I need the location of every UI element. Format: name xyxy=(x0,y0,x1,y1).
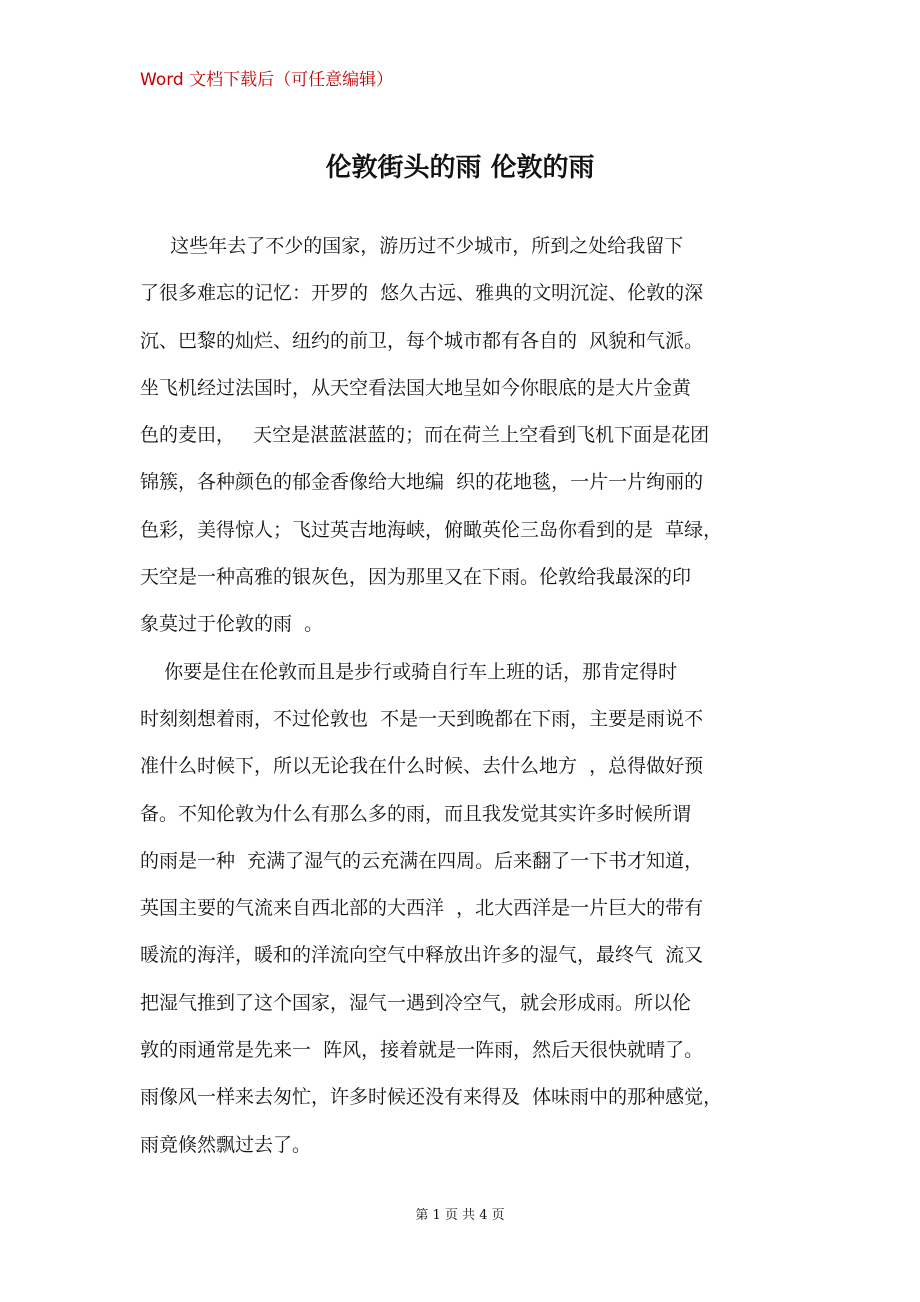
body-text-line: 坐飞机经过法国时，从天空看法国大地呈如今你眼底的是大片金黄 xyxy=(140,376,692,399)
body-text-line: 象莫过于伦敦的雨 。 xyxy=(140,613,324,636)
body-text-line: 天空是一种高雅的银灰色，因为那里又在下雨。伦敦给我最深的印 xyxy=(140,566,692,589)
body-text-line: 准什么时候下，所以无论我在什么时候、去什么地方 ，总得做好预 xyxy=(140,755,704,778)
body-text-line: 敦的雨通常是先来一 阵风，接着就是一阵雨，然后天很快就晴了。 xyxy=(140,1039,704,1062)
download-header-note: Word 文档下载后（可任意编辑） xyxy=(140,70,394,90)
body-text-line: 色的麦田， 天空是湛蓝湛蓝的；而在荷兰上空看到飞机下面是花团 xyxy=(140,424,710,447)
body-text-line: 了很多难忘的记忆：开罗的 悠久古远、雅典的文明沉淀、伦敦的深 xyxy=(140,282,704,305)
body-text-line: 的雨是一种 充满了湿气的云充满在四周。后来翻了一下书才知道， xyxy=(140,849,704,872)
body-text-line: 暖流的海洋，暖和的洋流向空气中释放出许多的湿气，最终气 流又 xyxy=(140,944,704,967)
body-text-line: 雨像风一样来去匆忙，许多时候还没有来得及 体味雨中的那种感觉， xyxy=(140,1086,723,1109)
body-text-line: 这些年去了不少的国家，游历过不少城市，所到之处给我留下 xyxy=(140,235,684,257)
body-text-line: 时刻刻想着雨，不过伦敦也 不是一天到晚都在下雨，主要是雨说不 xyxy=(140,707,704,730)
document-body xyxy=(140,229,790,1175)
body-text-line: 雨竟倏然飘过去了。 xyxy=(140,1133,312,1156)
body-text-line: 锦簇，各种颜色的郁金香像给大地编 织的花地毯，一片一片绚丽的 xyxy=(140,471,704,494)
body-text-line: 色彩，美得惊人；飞过英吉地海峡，俯瞰英伦三岛你看到的是 草绿， xyxy=(140,518,723,541)
page-number-footer: 第 1 页 共 4 页 xyxy=(415,1208,505,1223)
body-text-line: 把湿气推到了这个国家，湿气一遇到冷空气，就会形成雨。所以伦 xyxy=(140,991,692,1014)
body-text-line: 备。不知伦敦为什么有那么多的雨，而且我发觉其实许多时候所谓 xyxy=(140,802,692,825)
body-text-line: 沉、巴黎的灿烂、纽约的前卫，每个城市都有各自的 风貌和气派。 xyxy=(140,329,704,352)
body-text-line: 你要是住在伦敦而且是步行或骑自行车上班的话，那肯定得时 xyxy=(140,660,678,683)
body-text-line: 英国主要的气流来自西北部的大西洋 ，北大西洋是一片巨大的带有 xyxy=(140,897,704,920)
document-title: 伦敦街头的雨 伦敦的雨 xyxy=(325,153,595,183)
